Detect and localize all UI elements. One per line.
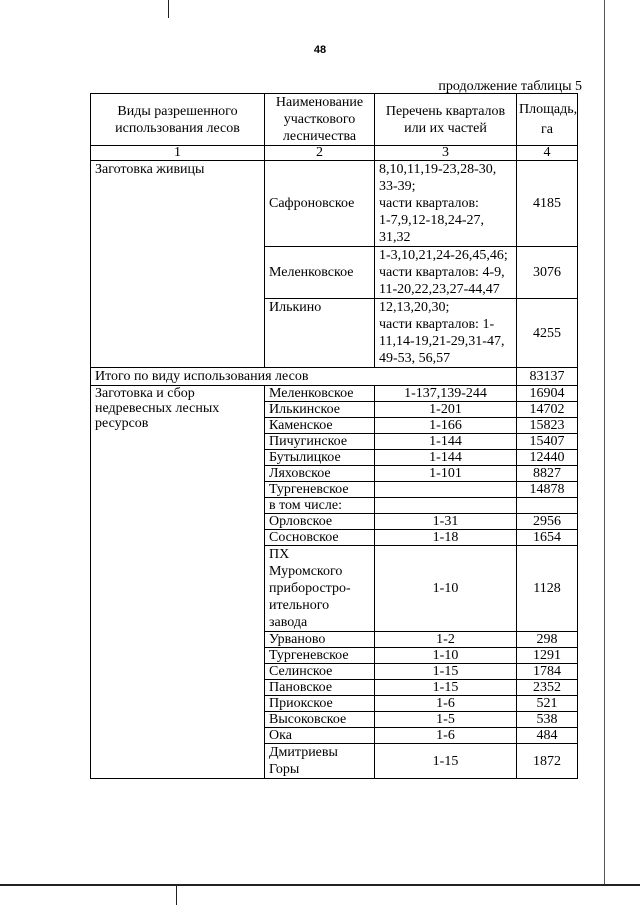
forestry-line: Горы xyxy=(269,762,300,777)
area-cell: 8827 xyxy=(517,466,578,482)
table-row xyxy=(91,386,578,402)
use-type-line: ресурсов xyxy=(95,416,149,431)
forestry-cell: Урваново xyxy=(265,632,375,648)
forestry-cell: Сосновское xyxy=(265,530,375,546)
header-row xyxy=(91,94,578,146)
forestry-line: ПХ xyxy=(269,547,290,562)
forestry-line: завода xyxy=(269,615,308,630)
scan-edge-bottom xyxy=(0,884,640,886)
quarters-line: части кварталов: 4-9, xyxy=(379,265,505,280)
quarters-cell: 1-2 xyxy=(375,632,517,648)
quarters-line: 12,13,20,30; xyxy=(379,300,450,315)
quarters-cell: 1-201 xyxy=(375,402,517,418)
quarters-line: 11-20,22,23,27-44,47 xyxy=(379,282,500,297)
area-cell: 1128 xyxy=(517,546,578,632)
quarters-cell xyxy=(375,161,517,247)
forestry-cell xyxy=(265,744,375,779)
quarters-cell: 1-15 xyxy=(375,744,517,779)
forestry-cell: Приокское xyxy=(265,696,375,712)
forestry-cell: Меленковское xyxy=(265,386,375,402)
column-number: 3 xyxy=(375,146,517,161)
quarters-cell: 1-5 xyxy=(375,712,517,728)
quarters-line: 31,32 xyxy=(379,230,411,245)
area-cell: 538 xyxy=(517,712,578,728)
quarters-cell: 1-166 xyxy=(375,418,517,434)
forestry-line: ительного xyxy=(269,598,330,613)
column-number: 1 xyxy=(91,146,265,161)
scan-mark-top xyxy=(168,0,169,18)
area-cell: 15823 xyxy=(517,418,578,434)
quarters-cell: 1-15 xyxy=(375,664,517,680)
quarters-cell: 1-144 xyxy=(375,434,517,450)
area-cell: 2352 xyxy=(517,680,578,696)
column-number-row xyxy=(91,146,578,161)
quarters-cell: 1-101 xyxy=(375,466,517,482)
use-type-line: Заготовка и сбор xyxy=(95,386,195,401)
area-cell: 521 xyxy=(517,696,578,712)
quarters-cell xyxy=(375,498,517,514)
area-cell: 1291 xyxy=(517,648,578,664)
area-cell: 15407 xyxy=(517,434,578,450)
column-number: 2 xyxy=(265,146,375,161)
forestry-cell: Каменское xyxy=(265,418,375,434)
header-forestry: Наименование участкового лесничества xyxy=(265,94,375,146)
forestry-line: Муромского xyxy=(269,564,343,579)
header-use-type: Виды разрешенного использования лесов xyxy=(91,94,265,146)
header-area: Площадь, га xyxy=(517,94,578,146)
area-cell: 14702 xyxy=(517,402,578,418)
quarters-cell xyxy=(375,247,517,299)
table-row xyxy=(91,161,578,247)
table-caption: продолжение таблицы 5 xyxy=(438,79,582,94)
forestry-cell: в том числе: xyxy=(265,498,375,514)
area-cell: 484 xyxy=(517,728,578,744)
page-number: 48 xyxy=(313,44,327,56)
total-area: 83137 xyxy=(517,368,578,386)
quarters-cell: 1-137,139-244 xyxy=(375,386,517,402)
area-cell: 16904 xyxy=(517,386,578,402)
forestry-line: приборостро- xyxy=(269,581,351,596)
area-cell: 3076 xyxy=(517,247,578,299)
forestry-cell: Илькино xyxy=(265,299,375,368)
use-type-cell: Заготовка живицы xyxy=(91,161,265,368)
quarters-cell xyxy=(375,482,517,498)
area-cell: 1872 xyxy=(517,744,578,779)
quarters-line: 1-7,9,12-18,24-27, xyxy=(379,213,484,228)
quarters-line: 1-3,10,21,24-26,45,46; xyxy=(379,248,508,263)
total-row xyxy=(91,368,578,386)
quarters-line: части кварталов: 1- xyxy=(379,317,495,332)
area-cell: 4255 xyxy=(517,299,578,368)
quarters-cell: 1-18 xyxy=(375,530,517,546)
area-cell: 298 xyxy=(517,632,578,648)
forestry-line: Дмитриевы xyxy=(269,745,338,760)
forestry-cell: Селинское xyxy=(265,664,375,680)
forestry-cell: Сафроновское xyxy=(265,161,375,247)
forestry-cell: Высоковское xyxy=(265,712,375,728)
area-cell: 1654 xyxy=(517,530,578,546)
scan-edge-right xyxy=(604,0,605,885)
forest-use-table xyxy=(90,93,578,779)
forestry-cell: Пановское xyxy=(265,680,375,696)
quarters-line: части кварталов: xyxy=(379,196,479,211)
total-label: Итого по виду использования лесов xyxy=(91,368,517,386)
forestry-cell: Тургеневское xyxy=(265,482,375,498)
forestry-cell xyxy=(265,546,375,632)
quarters-cell: 1-10 xyxy=(375,648,517,664)
forestry-cell: Ляховское xyxy=(265,466,375,482)
forestry-cell: Ока xyxy=(265,728,375,744)
area-cell: 14878 xyxy=(517,482,578,498)
quarters-cell: 1-10 xyxy=(375,546,517,632)
quarters-line: 33-39; xyxy=(379,179,416,194)
forestry-cell: Тургеневское xyxy=(265,648,375,664)
use-type-cell xyxy=(91,386,265,779)
forestry-cell: Илькинское xyxy=(265,402,375,418)
forestry-cell: Пичугинское xyxy=(265,434,375,450)
header-quarters: Перечень кварталов или их частей xyxy=(375,94,517,146)
forestry-cell: Бутылицкое xyxy=(265,450,375,466)
area-cell: 2956 xyxy=(517,514,578,530)
quarters-line: 49-53, 56,57 xyxy=(379,351,451,366)
use-type-line: недревесных лесных xyxy=(95,401,220,416)
quarters-cell: 1-6 xyxy=(375,728,517,744)
quarters-cell: 1-31 xyxy=(375,514,517,530)
scan-mark-bottom xyxy=(176,884,177,905)
forestry-cell: Меленковское xyxy=(265,247,375,299)
quarters-line: 11,14-19,21-29,31-47, xyxy=(379,334,505,349)
area-cell xyxy=(517,498,578,514)
forestry-cell: Орловское xyxy=(265,514,375,530)
quarters-line: 8,10,11,19-23,28-30, xyxy=(379,162,497,177)
area-cell: 12440 xyxy=(517,450,578,466)
quarters-cell xyxy=(375,299,517,368)
quarters-cell: 1-15 xyxy=(375,680,517,696)
quarters-cell: 1-6 xyxy=(375,696,517,712)
column-number: 4 xyxy=(517,146,578,161)
area-cell: 4185 xyxy=(517,161,578,247)
area-cell: 1784 xyxy=(517,664,578,680)
quarters-cell: 1-144 xyxy=(375,450,517,466)
